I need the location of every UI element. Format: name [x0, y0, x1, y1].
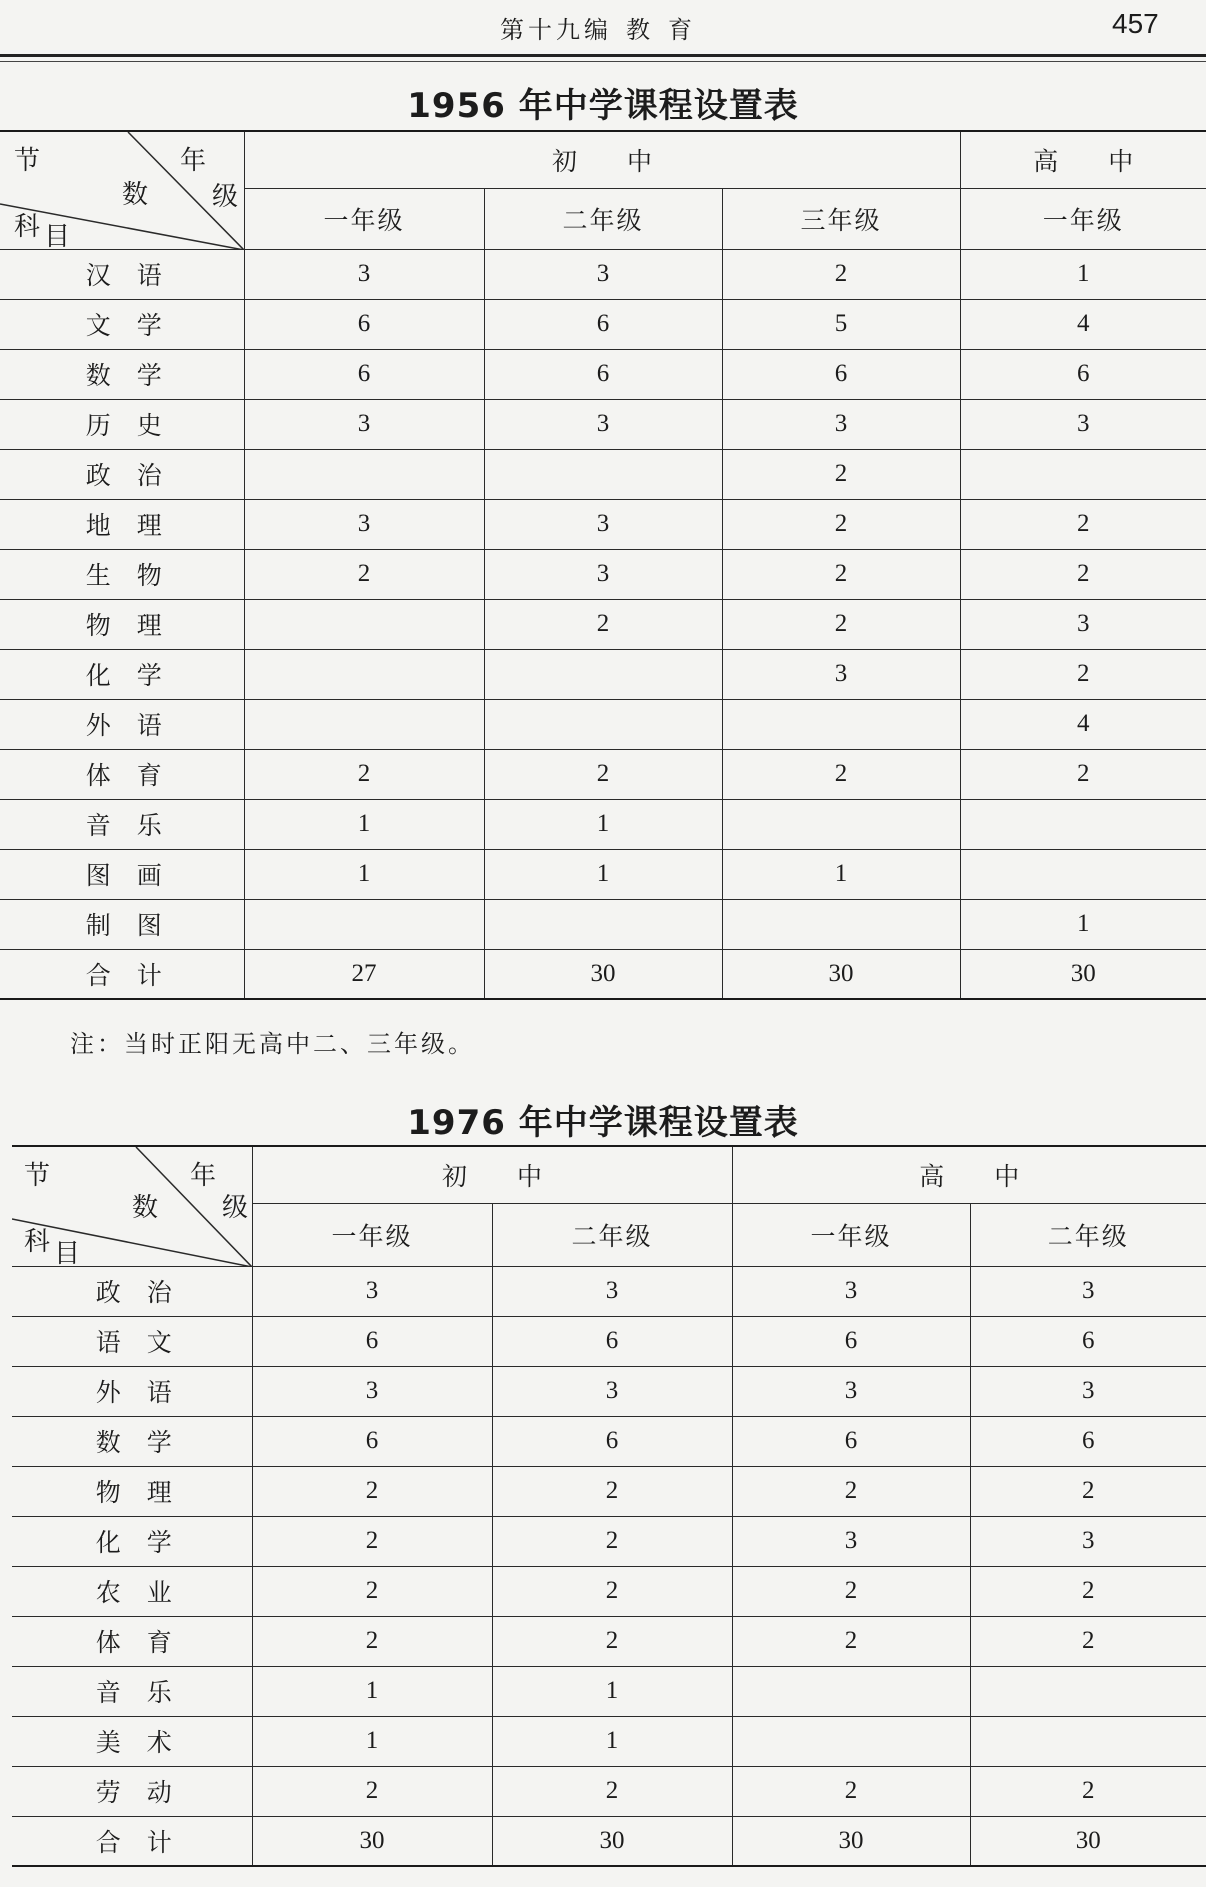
- hours-cell: 3: [722, 649, 960, 699]
- hours-cell: [244, 599, 484, 649]
- hours-cell: 2: [722, 749, 960, 799]
- hours-cell: 3: [732, 1366, 970, 1416]
- subject-cell: 语文: [12, 1316, 252, 1366]
- hours-cell: 3: [732, 1266, 970, 1316]
- hours-cell: 2: [722, 449, 960, 499]
- hours-cell: 2: [970, 1616, 1206, 1666]
- subject-cell: 物理: [12, 1466, 252, 1516]
- hours-cell: 3: [970, 1516, 1206, 1566]
- group-junior-high: 初 中: [244, 131, 960, 188]
- hours-cell: 3: [244, 249, 484, 299]
- group-header-row: [12, 1146, 1206, 1203]
- hours-cell: 3: [244, 399, 484, 449]
- grade-header: 一年级: [960, 188, 1206, 249]
- table-row: [0, 899, 1206, 949]
- corner-label: 级: [212, 182, 239, 212]
- corner-label: 目: [44, 222, 71, 249]
- table-1976: [12, 1145, 1206, 1867]
- subject-cell: 美术: [12, 1716, 252, 1766]
- grade-header: 二年级: [970, 1203, 1206, 1266]
- table-row: [0, 399, 1206, 449]
- table-1976-title: 1976 年中学课程设置表: [407, 1103, 799, 1143]
- hours-cell: 6: [722, 349, 960, 399]
- subject-cell: 制图: [0, 899, 244, 949]
- hours-cell: [970, 1666, 1206, 1716]
- subject-cell: 劳动: [12, 1766, 252, 1816]
- subject-cell: 合计: [0, 949, 244, 999]
- hours-cell: 3: [484, 399, 722, 449]
- hours-cell: 2: [252, 1566, 492, 1616]
- corner-label: 数: [132, 1193, 159, 1223]
- hours-cell: 2: [960, 549, 1206, 599]
- subject-cell: 政治: [12, 1266, 252, 1316]
- subject-cell: 农业: [12, 1566, 252, 1616]
- corner-label: 节: [24, 1161, 51, 1191]
- table-row: [0, 649, 1206, 699]
- subject-cell: 数学: [12, 1416, 252, 1466]
- table-row: [12, 1466, 1206, 1516]
- hours-cell: 6: [492, 1416, 732, 1466]
- hours-cell: 1: [484, 799, 722, 849]
- hours-cell: 3: [960, 399, 1206, 449]
- table-row: [12, 1516, 1206, 1566]
- hours-cell: 3: [484, 249, 722, 299]
- table-row: [12, 1616, 1206, 1666]
- subject-cell: 化学: [12, 1516, 252, 1566]
- subject-cell: 音乐: [12, 1666, 252, 1716]
- hours-cell: [960, 849, 1206, 899]
- hours-cell: [722, 899, 960, 949]
- hours-cell: 2: [492, 1566, 732, 1616]
- hours-cell: 2: [722, 599, 960, 649]
- section-title: 第十九编 教 育: [500, 16, 696, 44]
- hours-cell: 2: [492, 1516, 732, 1566]
- hours-cell: 3: [244, 499, 484, 549]
- table-row: [12, 1766, 1206, 1816]
- hours-cell: 2: [484, 749, 722, 799]
- hours-cell: 2: [732, 1566, 970, 1616]
- hours-cell: 2: [492, 1766, 732, 1816]
- hours-cell: [960, 799, 1206, 849]
- hours-cell: 2: [970, 1466, 1206, 1516]
- hours-cell: 1: [252, 1716, 492, 1766]
- table-1956-title: 1956 年中学课程设置表: [407, 86, 799, 126]
- hours-cell: [722, 699, 960, 749]
- hours-cell: [484, 449, 722, 499]
- hours-cell: [244, 449, 484, 499]
- corner-label: 年: [180, 146, 207, 176]
- hours-cell: [484, 899, 722, 949]
- hours-cell: 6: [732, 1316, 970, 1366]
- hours-cell: [960, 449, 1206, 499]
- total-cell: 30: [492, 1816, 732, 1866]
- grade-header: 一年级: [732, 1203, 970, 1266]
- hours-cell: 6: [732, 1416, 970, 1466]
- hours-cell: 1: [252, 1666, 492, 1716]
- hours-cell: 2: [252, 1466, 492, 1516]
- group-senior-high: 高 中: [732, 1146, 1206, 1203]
- hours-cell: 1: [244, 849, 484, 899]
- total-cell: 30: [970, 1816, 1206, 1866]
- table-note: 注：当时正阳无高中二、三年级。: [70, 1030, 475, 1058]
- hours-cell: 3: [970, 1266, 1206, 1316]
- hours-cell: [722, 799, 960, 849]
- corner-header: [0, 131, 244, 249]
- total-cell: 30: [252, 1816, 492, 1866]
- table-row: [0, 499, 1206, 549]
- hours-cell: [484, 699, 722, 749]
- table-row: [12, 1266, 1206, 1316]
- hours-cell: [244, 649, 484, 699]
- table-row: [0, 599, 1206, 649]
- subject-cell: 政治: [0, 449, 244, 499]
- hours-cell: 3: [252, 1366, 492, 1416]
- total-cell: 30: [960, 949, 1206, 999]
- subject-cell: 历史: [0, 399, 244, 449]
- running-header: [0, 0, 1206, 60]
- hours-cell: 6: [244, 349, 484, 399]
- hours-cell: [244, 699, 484, 749]
- table-row: [0, 549, 1206, 599]
- hours-cell: 2: [960, 649, 1206, 699]
- header-rule: [0, 54, 1206, 57]
- table-row: [12, 1716, 1206, 1766]
- corner-header: [12, 1146, 252, 1266]
- subject-cell: 地理: [0, 499, 244, 549]
- hours-cell: 1: [722, 849, 960, 899]
- table-row: [0, 699, 1206, 749]
- subject-cell: 体育: [0, 749, 244, 799]
- hours-cell: 6: [484, 299, 722, 349]
- hours-cell: 2: [970, 1766, 1206, 1816]
- corner-label: 数: [122, 180, 149, 210]
- page-number: 457: [1112, 8, 1159, 39]
- hours-cell: 2: [722, 499, 960, 549]
- hours-cell: 1: [960, 249, 1206, 299]
- table-row: [0, 849, 1206, 899]
- hours-cell: 2: [244, 749, 484, 799]
- corner-label: 科: [14, 212, 41, 242]
- table-row: [0, 449, 1206, 499]
- subject-cell: 体育: [12, 1616, 252, 1666]
- header-rule-thin: [0, 61, 1206, 62]
- hours-cell: 6: [244, 299, 484, 349]
- group-header-row: [0, 131, 1206, 188]
- total-cell: 30: [722, 949, 960, 999]
- total-row: [0, 949, 1206, 999]
- table-row: [0, 249, 1206, 299]
- hours-cell: 6: [970, 1316, 1206, 1366]
- grade-header: 三年级: [722, 188, 960, 249]
- hours-cell: 2: [252, 1616, 492, 1666]
- corner-label: 科: [24, 1227, 51, 1257]
- subject-cell: 图画: [0, 849, 244, 899]
- grade-header: 一年级: [252, 1203, 492, 1266]
- hours-cell: 2: [492, 1616, 732, 1666]
- table-row: [0, 799, 1206, 849]
- hours-cell: 3: [960, 599, 1206, 649]
- table-row: [12, 1666, 1206, 1716]
- hours-cell: 6: [252, 1416, 492, 1466]
- hours-cell: 2: [244, 549, 484, 599]
- hours-cell: [970, 1716, 1206, 1766]
- table-row: [12, 1316, 1206, 1366]
- hours-cell: 2: [252, 1766, 492, 1816]
- hours-cell: 4: [960, 299, 1206, 349]
- hours-cell: 6: [484, 349, 722, 399]
- hours-cell: 6: [960, 349, 1206, 399]
- hours-cell: 2: [732, 1616, 970, 1666]
- hours-cell: [732, 1666, 970, 1716]
- hours-cell: 3: [732, 1516, 970, 1566]
- group-junior-high: 初 中: [252, 1146, 732, 1203]
- subject-cell: 文学: [0, 299, 244, 349]
- subject-cell: 汉语: [0, 249, 244, 299]
- hours-cell: [244, 899, 484, 949]
- hours-cell: 2: [252, 1516, 492, 1566]
- hours-cell: 2: [722, 249, 960, 299]
- hours-cell: 2: [732, 1466, 970, 1516]
- subject-cell: 外语: [0, 699, 244, 749]
- hours-cell: 1: [960, 899, 1206, 949]
- hours-cell: 3: [484, 549, 722, 599]
- subject-cell: 化学: [0, 649, 244, 699]
- grade-header: 二年级: [492, 1203, 732, 1266]
- table-row: [0, 299, 1206, 349]
- corner-label: 级: [222, 1193, 249, 1223]
- hours-cell: 5: [722, 299, 960, 349]
- table-row: [12, 1566, 1206, 1616]
- table-row: [0, 349, 1206, 399]
- hours-cell: 2: [732, 1766, 970, 1816]
- hours-cell: 3: [484, 499, 722, 549]
- hours-cell: 3: [492, 1266, 732, 1316]
- group-senior-high: 高 中: [960, 131, 1206, 188]
- hours-cell: 2: [722, 549, 960, 599]
- subject-cell: 合计: [12, 1816, 252, 1866]
- corner-label: 节: [14, 146, 41, 176]
- corner-label: 年: [190, 1161, 217, 1191]
- grade-header: 二年级: [484, 188, 722, 249]
- total-cell: 30: [732, 1816, 970, 1866]
- hours-cell: 1: [244, 799, 484, 849]
- hours-cell: 3: [722, 399, 960, 449]
- hours-cell: 4: [960, 699, 1206, 749]
- hours-cell: 2: [960, 499, 1206, 549]
- total-cell: 30: [484, 949, 722, 999]
- hours-cell: 3: [970, 1366, 1206, 1416]
- subject-cell: 数学: [0, 349, 244, 399]
- hours-cell: 1: [484, 849, 722, 899]
- hours-cell: 3: [492, 1366, 732, 1416]
- hours-cell: 1: [492, 1666, 732, 1716]
- hours-cell: [732, 1716, 970, 1766]
- total-row: [12, 1816, 1206, 1866]
- table-row: [12, 1416, 1206, 1466]
- hours-cell: 6: [492, 1316, 732, 1366]
- hours-cell: 6: [252, 1316, 492, 1366]
- hours-cell: 1: [492, 1716, 732, 1766]
- subject-cell: 音乐: [0, 799, 244, 849]
- hours-cell: 2: [492, 1466, 732, 1516]
- subject-cell: 生物: [0, 549, 244, 599]
- hours-cell: 6: [970, 1416, 1206, 1466]
- table-row: [12, 1366, 1206, 1416]
- hours-cell: [484, 649, 722, 699]
- corner-label: 目: [54, 1239, 81, 1266]
- hours-cell: 2: [484, 599, 722, 649]
- hours-cell: 3: [252, 1266, 492, 1316]
- table-1956: [0, 130, 1206, 1000]
- grade-header: 一年级: [244, 188, 484, 249]
- hours-cell: 2: [970, 1566, 1206, 1616]
- subject-cell: 物理: [0, 599, 244, 649]
- total-cell: 27: [244, 949, 484, 999]
- hours-cell: 2: [960, 749, 1206, 799]
- subject-cell: 外语: [12, 1366, 252, 1416]
- table-row: [0, 749, 1206, 799]
